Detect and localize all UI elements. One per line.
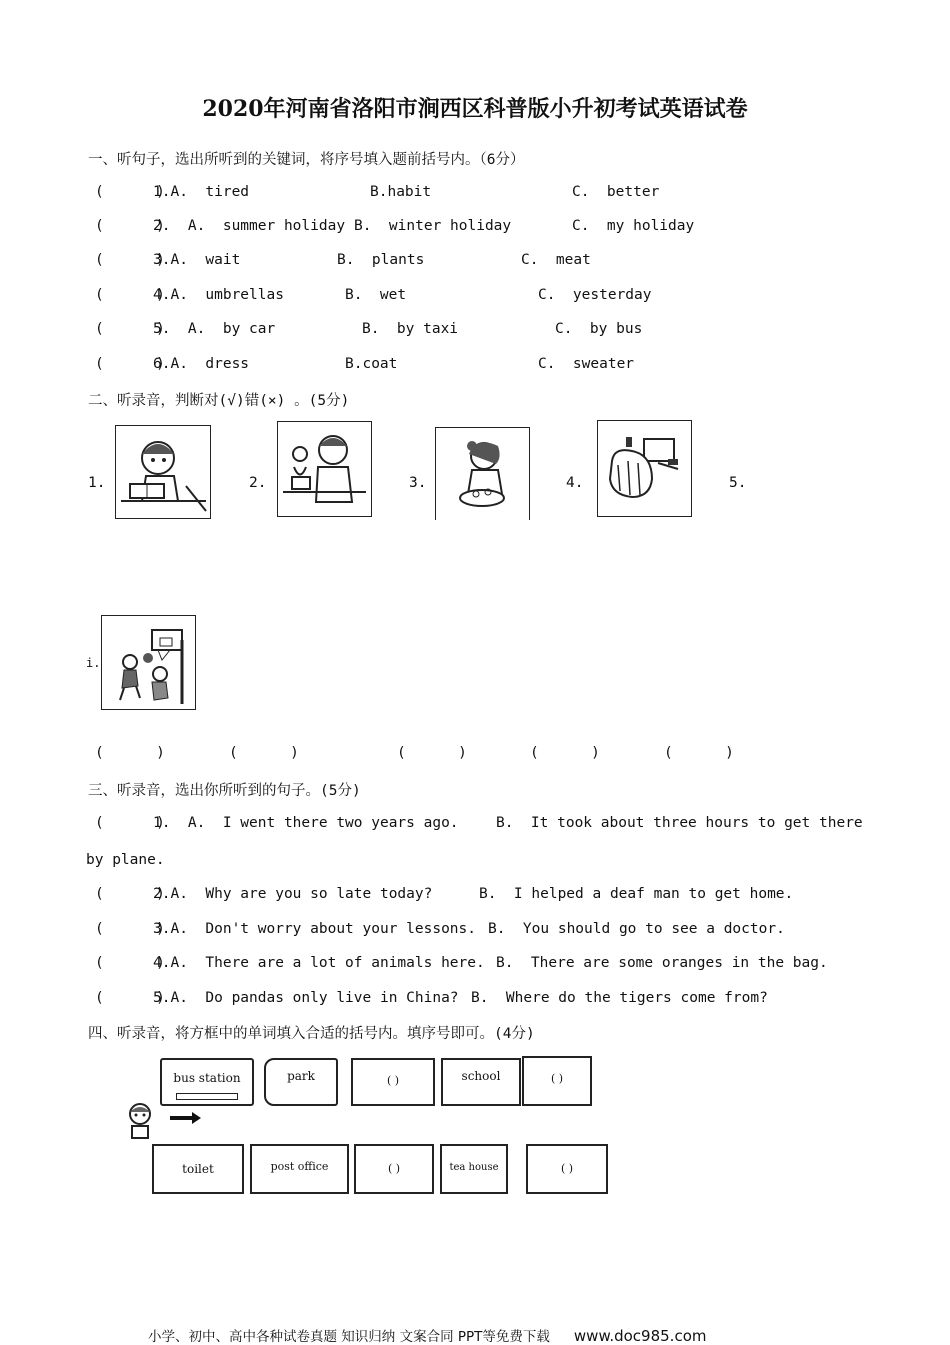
building-blank-2 [522, 1056, 592, 1106]
section1-heading: 一、听句子，选出所听到的关键词，将序号填入题前括号内。（6分） [88, 152, 525, 168]
answer-bracket: ( ) [95, 356, 165, 372]
blank-bracket: ( ) [550, 1072, 564, 1085]
q3-option-a: 3.A. wait [153, 252, 241, 268]
answer-bracket: ( ) [95, 990, 165, 1006]
section2-heading: 二、听录音，判断对(√)错(×) 。(5分) [88, 393, 350, 409]
answer-bracket: ( ) [95, 955, 165, 971]
q3-option-b: B. plants [337, 252, 425, 268]
q2-option-a: 2. A. summer holiday [153, 218, 346, 234]
q6-option-a: 6.A. dress [153, 356, 250, 372]
answer-bracket-5: ( ) [664, 745, 734, 761]
answer-bracket: ( ) [95, 252, 165, 268]
q4-option-a: 4.A. umbrellas [153, 287, 284, 303]
section3-heading: 三、听录音，选出你所听到的句子。(5分) [88, 783, 361, 799]
picture-label-5: 5. [729, 475, 747, 491]
s3-q2-option-b: B. I helped a deaf man to get home. [479, 886, 794, 902]
q3-option-c: C. meat [521, 252, 591, 268]
blank-bracket: ( ) [386, 1074, 400, 1087]
building-label: school [461, 1069, 501, 1083]
s3-q3-option-b: B. You should go to see a doctor. [488, 921, 785, 937]
footer-site-link[interactable]: www.doc985.com [573, 1327, 707, 1345]
building-label: post office [270, 1160, 329, 1173]
picture-label-2: 2. [249, 475, 267, 491]
picture-watching-tv [597, 420, 692, 517]
building-label: tea house [449, 1162, 499, 1173]
s3-q4-option-a: 4.A. There are a lot of animals here. [153, 955, 485, 971]
arrow-right-icon [168, 1110, 202, 1126]
picture-label-1: 1. [88, 475, 106, 491]
answer-bracket: ( ) [95, 218, 165, 234]
building-bus-station [160, 1058, 254, 1106]
building-blank-1 [351, 1058, 435, 1106]
stray-mark: i. [86, 656, 101, 670]
building-label: park [287, 1069, 315, 1083]
q2-option-c: C. my holiday [572, 218, 695, 234]
building-blank-3 [354, 1144, 434, 1194]
blank-bracket: ( ) [560, 1162, 574, 1175]
building-post-office [250, 1144, 349, 1194]
answer-bracket-2: ( ) [229, 745, 299, 761]
s3-q2-option-a: 2.A. Why are you so late today? [153, 886, 433, 902]
answer-bracket-3: ( ) [397, 745, 467, 761]
answer-bracket: ( ) [95, 287, 165, 303]
answer-bracket: ( ) [95, 815, 165, 831]
answer-bracket-1: ( ) [95, 745, 165, 761]
s3-q1-continuation: by plane. [86, 852, 165, 868]
answer-bracket: ( ) [95, 184, 165, 200]
picture-girl-washing [435, 427, 530, 520]
blank-bracket: ( ) [387, 1162, 401, 1175]
answer-bracket: ( ) [95, 321, 165, 337]
picture-label-3: 3. [409, 475, 427, 491]
picture-boy-phone [277, 421, 372, 517]
q4-option-b: B. wet [345, 287, 407, 303]
page-title: 2020年河南省洛阳市涧西区科普版小升初考试英语试卷 [202, 96, 748, 122]
answer-bracket: ( ) [95, 921, 165, 937]
building-park [264, 1058, 338, 1106]
picture-boy-reading [115, 425, 211, 519]
q5-option-a: 5. A. by car [153, 321, 276, 337]
answer-bracket: ( ) [95, 886, 165, 902]
picture-basketball [101, 615, 196, 710]
answer-bracket-4: ( ) [530, 745, 600, 761]
q2-option-b: B. winter holiday [354, 218, 512, 234]
q6-option-c: C. sweater [538, 356, 635, 372]
s3-q4-option-b: B. There are some oranges in the bag. [496, 955, 828, 971]
q1-option-a: 1.A. tired [153, 184, 250, 200]
person-icon [124, 1102, 156, 1142]
page-footer [148, 1325, 706, 1345]
s3-q5-option-b: B. Where do the tigers come from? [471, 990, 768, 1006]
section4-heading: 四、听录音，将方框中的单词填入合适的括号内。填序号即可。(4分) [88, 1026, 535, 1042]
q5-option-b: B. by taxi [362, 321, 459, 337]
building-school [441, 1058, 521, 1106]
s3-q5-option-a: 5.A. Do pandas only live in China? [153, 990, 459, 1006]
picture-label-4: 4. [566, 475, 584, 491]
q4-option-c: C. yesterday [538, 287, 652, 303]
street-map [118, 1052, 618, 1197]
q1-option-c: C. better [572, 184, 660, 200]
q1-option-b: B.habit [370, 184, 432, 200]
s3-q1-option-b: B. It took about three hours to get there [496, 815, 863, 831]
building-blank-4 [526, 1144, 608, 1194]
footer-text: 小学、初中、高中各种试卷真题 知识归纳 文案合同 PPT等免费下载 [148, 1329, 550, 1345]
q5-option-c: C. by bus [555, 321, 643, 337]
s3-q3-option-a: 3.A. Don't worry about your lessons. [153, 921, 477, 937]
q6-option-b: B.coat [345, 356, 398, 372]
building-tea-house [440, 1144, 508, 1194]
s3-q1-option-a: 1. A. I went there two years ago. [153, 815, 459, 831]
building-toilet [152, 1144, 244, 1194]
building-label: toilet [182, 1162, 214, 1176]
building-label: bus station [173, 1071, 241, 1085]
